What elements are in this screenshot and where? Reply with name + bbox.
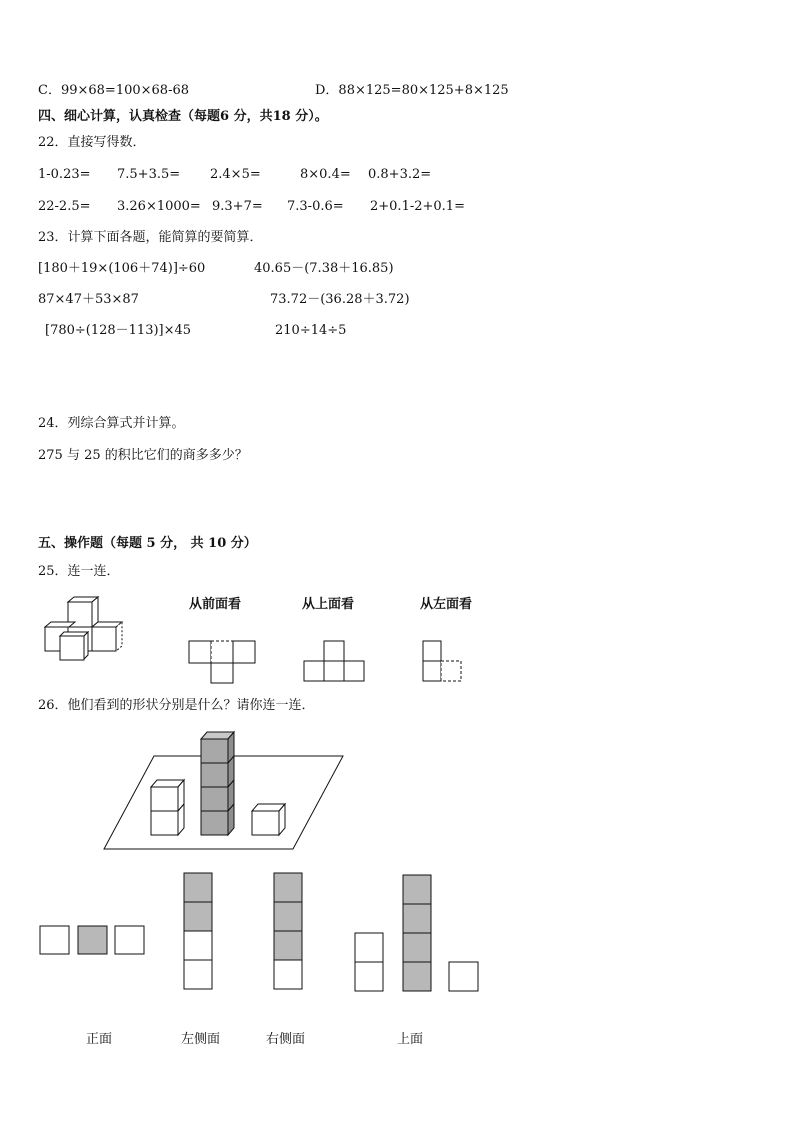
q22-item: 2+0.1-2+0.1= [370,199,465,214]
q25-title: 25．连一连． [38,564,120,579]
top-view-shape [304,641,364,681]
view-label-left: 从左面看 [420,597,473,612]
option-d: D．88×125=80×125+8×125 [315,83,509,98]
front-view-shape [189,641,255,683]
answer-right-side-shape [274,873,302,989]
cube-arrangement-figure [45,597,122,660]
answer-top-shape [355,875,478,991]
q23-item: 40.65－(7.38＋16.85) [254,261,394,276]
answer-label-top: 上面 [397,1032,424,1047]
q22-item: 0.8+3.2= [368,167,432,182]
q24-question: 275 与 25 的积比它们的商多多少？ [38,448,248,463]
answer-label-left-side: 左侧面 [181,1032,221,1047]
answer-front-shape [40,926,144,954]
q22-item: 8×0.4= [300,167,351,182]
platform-scene-figure [104,732,343,849]
q22-item: 1-0.23= [38,167,91,182]
q22-title: 22．直接写得数． [38,135,146,150]
q24-title: 24．列综合算式并计算。 [38,416,185,431]
q23-item: [180＋19×(106＋74)]÷60 [38,261,206,276]
q22-item: 22-2.5= [38,199,91,214]
answer-left-side-shape [184,873,212,989]
answer-label-right-side: 右侧面 [266,1032,306,1047]
section5-title: 五、操作题（每题 5 分， 共 10 分） [38,536,257,551]
q23-item: 210÷14÷5 [275,323,347,338]
q23-title: 23．计算下面各题，能简算的要简算． [38,230,263,245]
left-view-shape [423,641,461,681]
q22-item: 9.3+7= [212,199,263,214]
q22-item: 7.5+3.5= [117,167,181,182]
answer-label-front: 正面 [86,1032,113,1047]
q22-item: 2.4×5= [210,167,261,182]
q23-item: 73.72－(36.28＋3.72) [270,292,410,307]
q22-item: 7.3-0.6= [287,199,344,214]
view-label-front: 从前面看 [189,597,242,612]
q23-item: [780÷(128－113)]×45 [45,323,192,338]
section4-title: 四、细心计算，认真检查（每题6 分，共18 分）。 [38,109,328,124]
q22-item: 3.26×1000= [117,199,201,214]
q23-item: 87×47＋53×87 [38,292,139,307]
option-c: C．99×68=100×68-68 [38,83,189,98]
view-label-top: 从上面看 [302,597,355,612]
q26-title: 26．他们看到的形状分别是什么？请你连一连． [38,698,315,713]
